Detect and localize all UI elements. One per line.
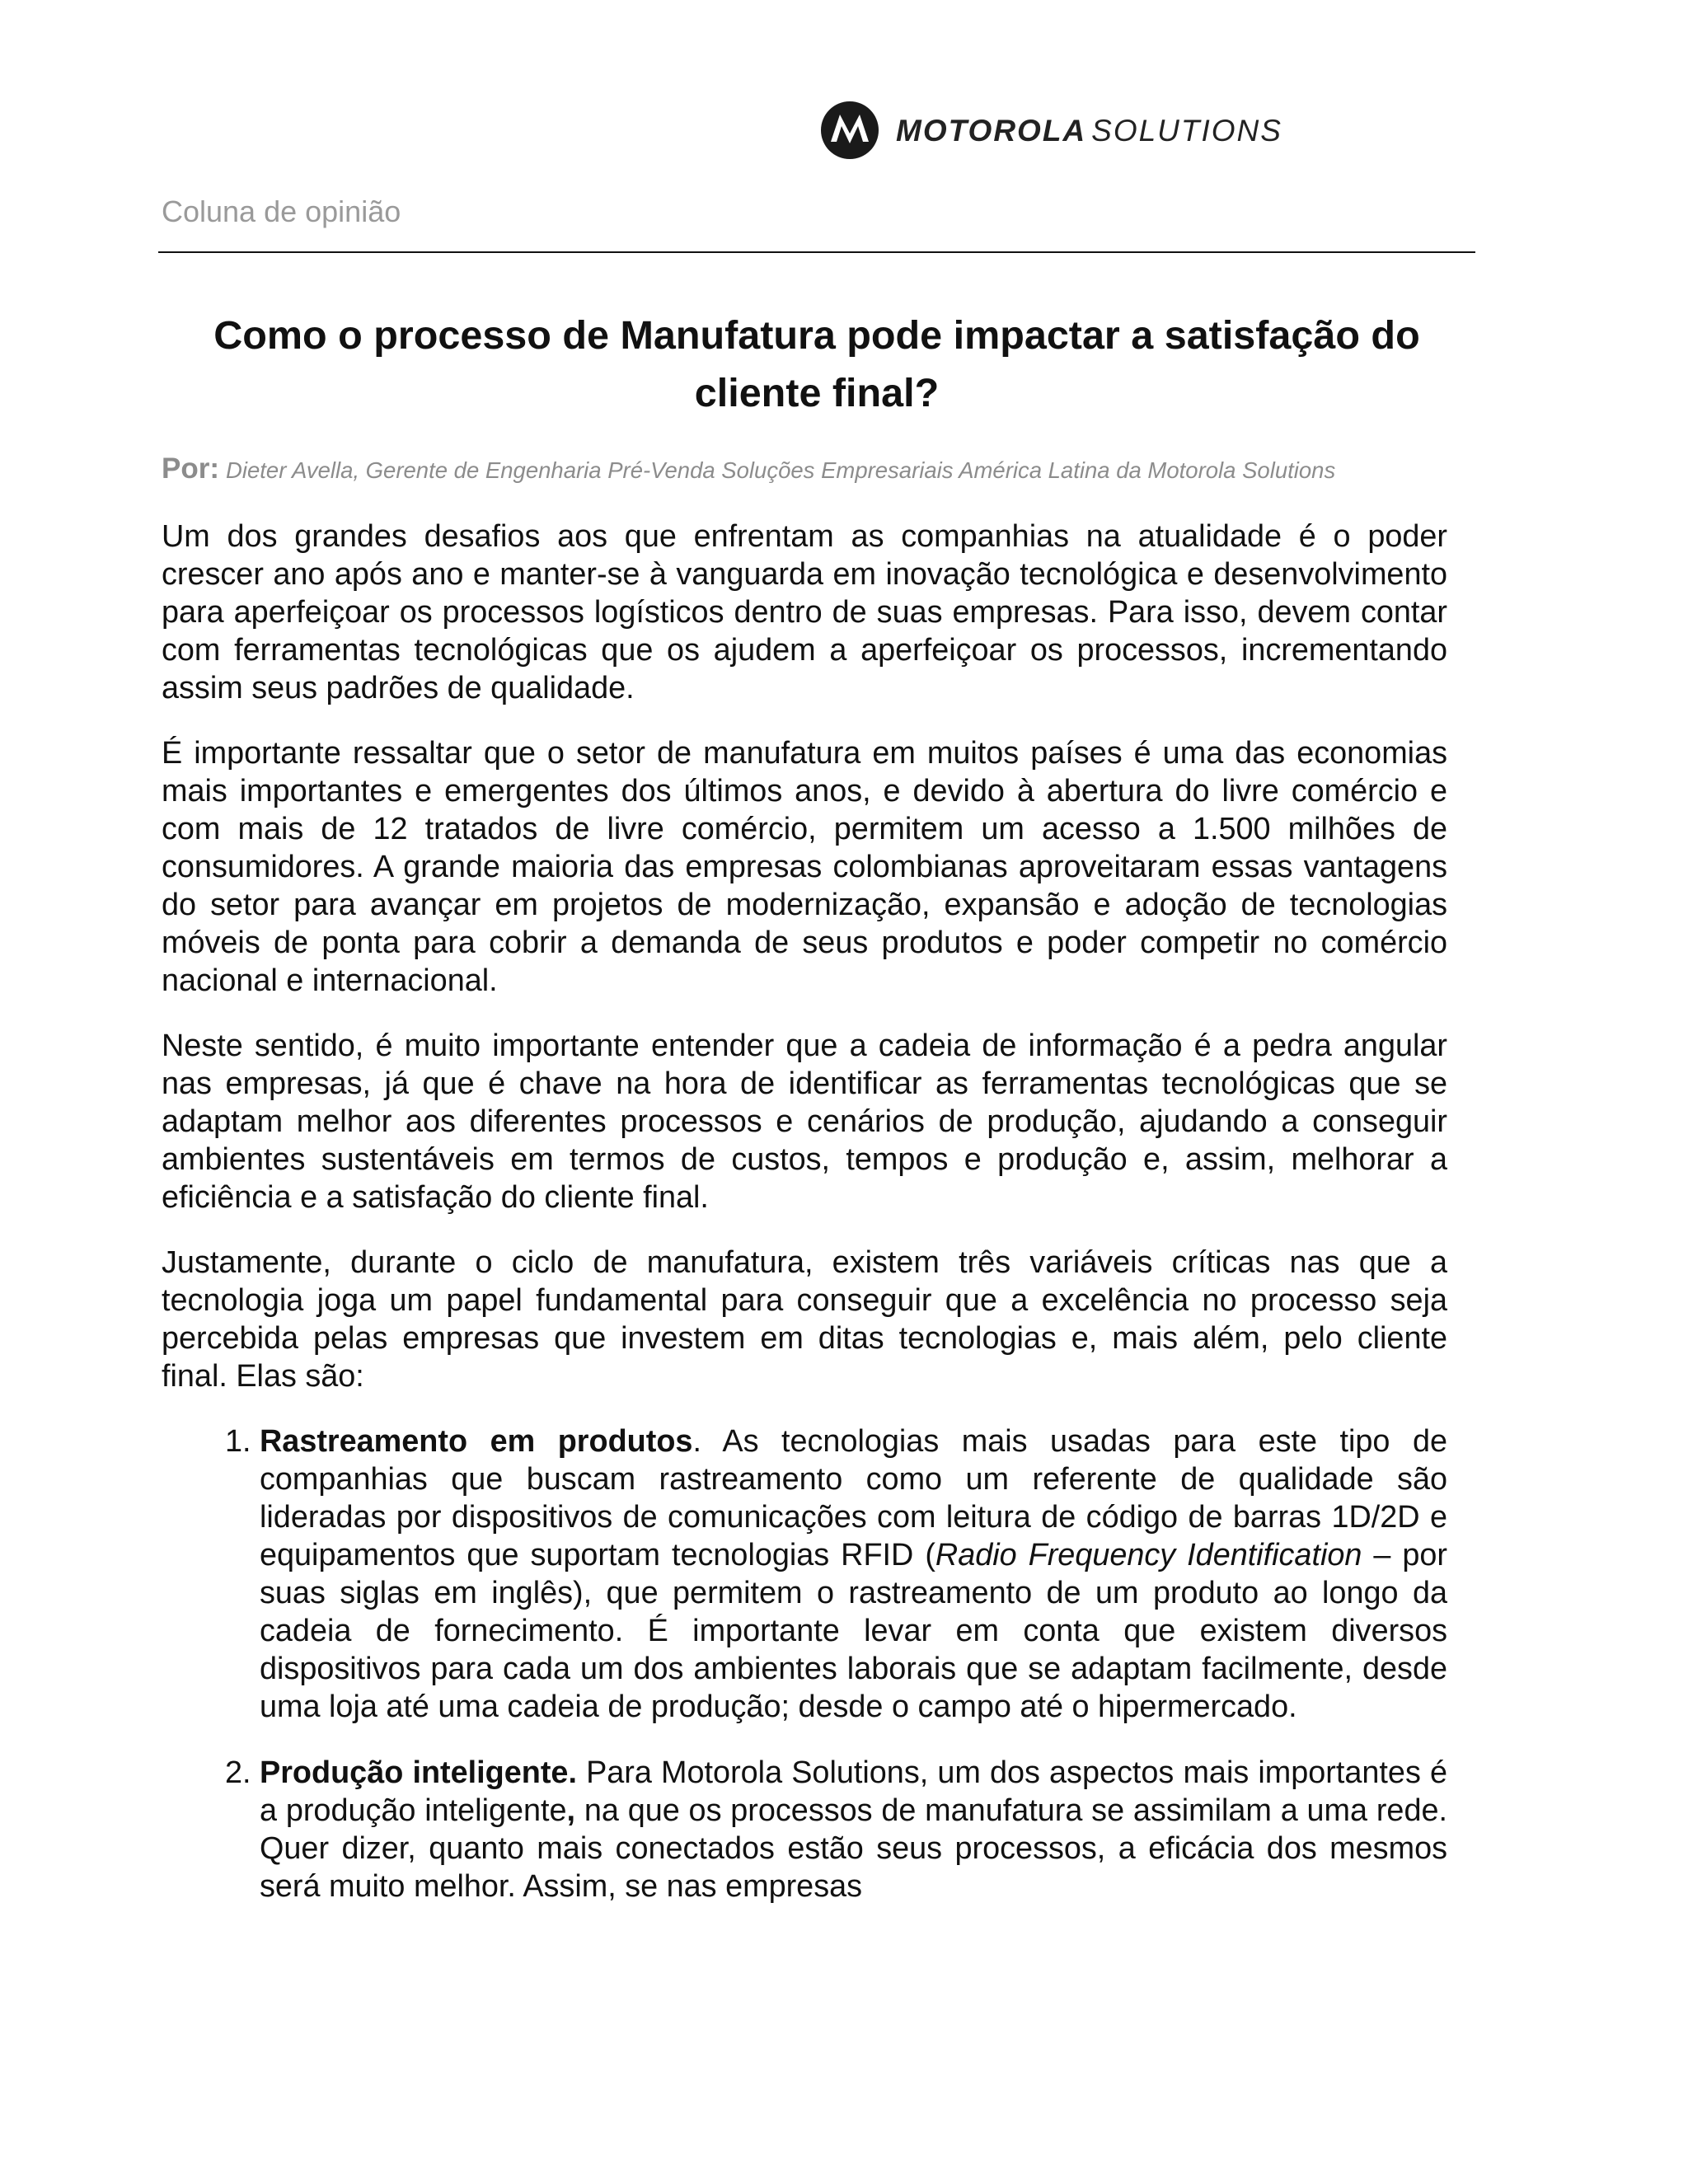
header-divider <box>158 251 1475 253</box>
critical-variables-list <box>162 1422 1447 1905</box>
byline <box>162 452 1480 485</box>
list-item-text: . As tecnologias mais usadas para este tipo de companhias que buscam rastreamento como um referente de qualidade são lideradas por dispositivos de comunicações com leitura de código de barras 1D/2D e equipamentos que suportam tecnologias RFID ( <box>260 1424 1447 1572</box>
logo-brand: MOTOROLA <box>896 113 1087 148</box>
list-item-text: – por suas siglas em inglês), que permitem o rastreamento de um produto ao longo da cadeia de fornecimento. É importante levar em conta que existem diversos dispositivos para cada um dos ambientes laborais que se adaptam facilmente, desde uma loja até uma cadeia de produção; desde o campo até o hipermercado. <box>260 1538 1447 1724</box>
logo-wordmark <box>896 115 1282 146</box>
article-body <box>162 518 1447 1933</box>
motorola-solutions-logo <box>820 97 1282 163</box>
list-item <box>260 1422 1447 1726</box>
list-item-heading: Produção inteligente. <box>260 1755 577 1790</box>
logo-suffix: SOLUTIONS <box>1091 113 1282 148</box>
byline-label: Por: <box>162 452 219 485</box>
list-item-italic: Radio Frequency Identification <box>935 1538 1362 1572</box>
byline-author: Dieter Avella, Gerente de Engenharia Pré-Venda Soluções Empresariais América Latina da Motorola Solutions <box>226 457 1336 483</box>
section-label: Coluna de opinião <box>162 194 401 228</box>
motorola-batwing-logo-icon <box>820 101 879 160</box>
list-item-bold-comma: , <box>566 1793 576 1828</box>
paragraph: Neste sentido, é muito importante entender que a cadeia de informação é a pedra angular nas empresas, já que é chave na hora de identificar as ferramentas tecnológicas que se adaptam melhor aos diferentes processos e cenários de produção, ajudando a conseguir ambientes sustentáveis em termos de custos, tempos e produção e, assim, melhorar a eficiência e a satisfação do cliente final. <box>162 1029 1447 1215</box>
list-item-text: na que os processos de manufatura se assimilam a uma rede. Quer dizer, quanto mais conectados estão seus processos, a eficácia dos mesmos será muito melhor. Assim, se nas empresas <box>260 1793 1447 1904</box>
list-item-heading: Rastreamento em produtos <box>260 1424 693 1459</box>
list-item <box>260 1754 1447 1905</box>
list-item-text: Para Motorola Solutions, um dos aspectos mais importantes é a produção inteligente <box>260 1755 1447 1828</box>
page-title: Como o processo de Manufatura pode impactar a satisfação do cliente final? <box>213 313 1420 415</box>
paragraph: Um dos grandes desafios aos que enfrentam as companhias na atualidade é o poder crescer ano após ano e manter-se à vanguarda em inovação tecnológica e desenvolvimento para aperfeiçoar os processos logísticos dentro de suas empresas. Para isso, devem contar com ferramentas tecnológicas que os ajudem a aperfeiçoar os processos, incrementando assim seus padrões de qualidade. <box>162 519 1447 705</box>
paragraph: Justamente, durante o ciclo de manufatura, existem três variáveis críticas nas que a tecnologia joga um papel fundamental para conseguir que a excelência no processo seja percebida pelas empresas que investem em ditas tecnologias e, mais além, pelo cliente final. Elas são: <box>162 1245 1447 1394</box>
paragraph: É importante ressaltar que o setor de manufatura em muitos países é uma das economias mais importantes e emergentes dos últimos anos, e devido à abertura do livre comércio e com mais de 12 tratados de livre comércio, permitem um acesso a 1.500 milhões de consumidores. A grande maioria das empresas colombianas aproveitaram essas vantagens do setor para avançar em projetos de modernização, expansão e adoção de tecnologias móveis de ponta para cobrir a demanda de seus produtos e poder competir no comércio nacional e internacional. <box>162 736 1447 998</box>
